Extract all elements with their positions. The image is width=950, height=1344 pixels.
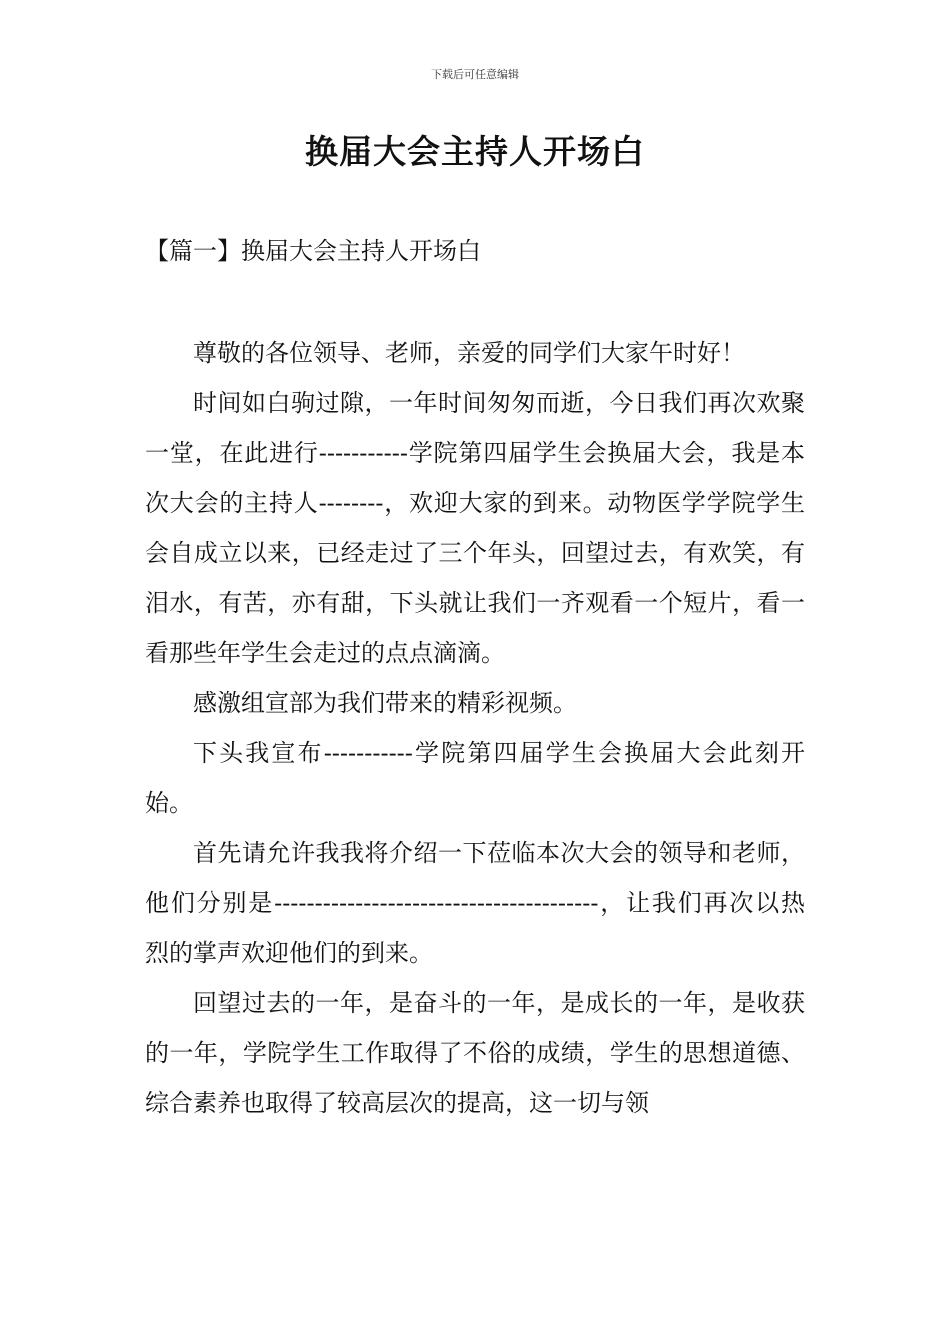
section-heading: 【篇一】换届大会主持人开场白 — [145, 237, 481, 265]
paragraph-thanks: 感激组宣部为我们带来的精彩视频。 — [193, 689, 577, 717]
paragraph-guests: 首先请允许我我将介绍一下莅临本次大会的领导和老师，他们分别是----------------------------------------，让我们再次以热烈的掌声欢迎他们的到来。 — [145, 839, 805, 967]
document-title: 换届大会主持人开场白 — [305, 132, 645, 171]
paragraph-opening: 时间如白驹过隙，一年时间匆匆而逝，今日我们再次欢聚一堂，在此进行-----------学院第四届学生会换届大会，我是本次大会的主持人--------，欢迎大家的到来。动物医学学院学生会自成立以来，已经走过了三个年头，回望过去，有欢笑，有泪水，有苦，亦有甜，下头就让我们一齐观看一个短片，看一看那些年学生会走过的点点滴滴。 — [145, 389, 805, 667]
header-note: 下载后可任意编辑 — [431, 68, 519, 81]
paragraph-announcement: 下头我宣布-----------学院第四届学生会换届大会此刻开始。 — [145, 739, 805, 817]
paragraph-greeting: 尊敬的各位领导、老师，亲爱的同学们大家午时好！ — [193, 339, 745, 367]
paragraph-review: 回望过去的一年，是奋斗的一年，是成长的一年，是收获的一年，学院学生工作取得了不俗的成绩，学生的思想道德、综合素养也取得了较高层次的提高，这一切与领 — [145, 989, 805, 1117]
document-body — [145, 328, 805, 1128]
